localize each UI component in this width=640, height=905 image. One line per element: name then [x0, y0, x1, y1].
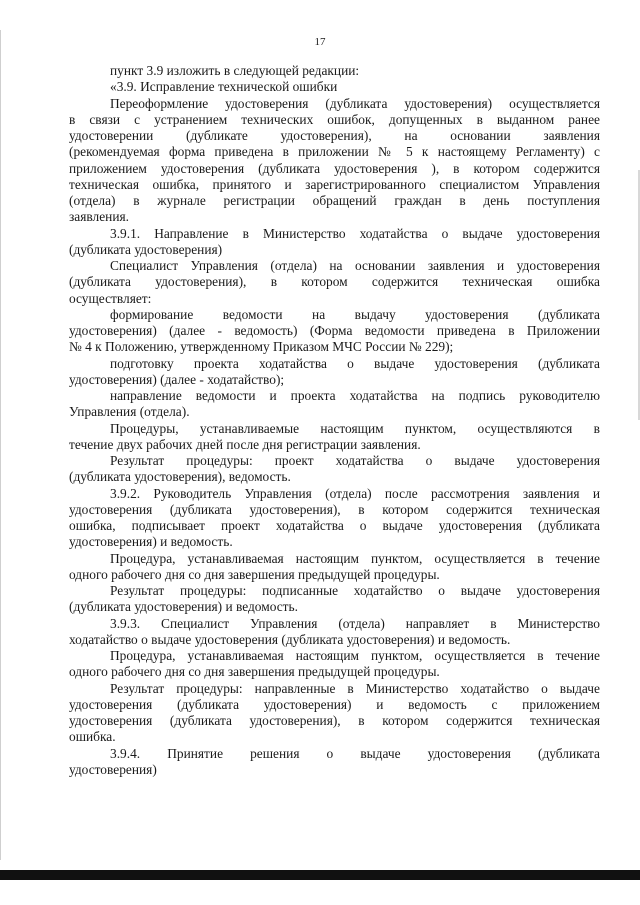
document-body	[69, 63, 600, 778]
text-line: удостоверении (дубликате удостоверения), на основании заявления	[69, 128, 600, 143]
text-line: Результат процедуры: проект ходатайства о выдаче удостоверения	[110, 453, 600, 468]
text-line: приложением удостоверения (дубликата удостоверения ), в котором содержится	[69, 160, 600, 176]
text-line: удостоверения (дубликата удостоверения), в котором содержится техническая	[69, 713, 600, 728]
scan-edge-shadow	[0, 30, 1, 860]
text-line: (дубликата удостоверения) и ведомость.	[69, 599, 298, 615]
text-line: удостоверения) и ведомость.	[69, 534, 233, 550]
text-line: удостоверения (дубликата удостоверения) и ведомость с приложением	[69, 696, 600, 712]
text-line: Процедура, устанавливаемая настоящим пунктом, осуществляется в течение	[110, 550, 600, 566]
text-line: (дубликата удостоверения), в котором содержится техническая ошибка	[69, 274, 600, 290]
text-line: осуществляет:	[69, 290, 152, 306]
text-line: (рекомендуемая форма приведена в приложении № 5 к настоящему Регламенту) с	[69, 144, 600, 160]
text-line: течение двух рабочих дней после дня регистрации заявления.	[69, 436, 421, 452]
text-line: пункт 3.9 изложить в следующей редакции:	[110, 63, 360, 78]
text-line: (дубликата удостоверения), ведомость.	[69, 469, 291, 485]
subsection-heading: 3.9.2. Руководитель Управления (отдела) после рассмотрения заявления и	[110, 485, 600, 501]
text-line: техническая ошибка, принятого и зарегистрированного специалистом Управления	[69, 176, 600, 192]
text-line: ошибка.	[69, 729, 116, 745]
text-line: Специалист Управления (отдела) на основании заявления и удостоверения	[110, 258, 600, 273]
text-line: одного рабочего дня со дня завершения предыдущей процедуры.	[69, 664, 440, 680]
text-line: ошибка, подписывает проект ходатайства о выдаче удостоверения (дубликата	[69, 518, 600, 533]
text-line: (дубликата удостоверения)	[69, 241, 223, 257]
text-line: в связи с устранением технических ошибок, допущенных в выданном ранее	[69, 111, 600, 127]
section-heading: «3.9. Исправление технической ошибки	[110, 79, 338, 95]
page-number: 17	[314, 36, 326, 48]
text-line: Результат процедуры: направленные в Министерство ходатайство о выдаче	[110, 680, 600, 696]
list-item: направление ведомости и проекта ходатайства на подпись руководителю	[110, 388, 600, 403]
subsection-heading: 3.9.1. Направление в Министерство ходатайства о выдаче удостоверения	[110, 225, 600, 241]
subsection-heading: 3.9.4. Принятие решения о выдаче удостоверения (дубликата	[110, 745, 600, 761]
text-line: ходатайство о выдаче удостоверения (дубликата удостоверения) и ведомость.	[69, 631, 511, 647]
text-line: Переоформление удостоверения (дубликата удостоверения) осуществляется	[110, 95, 600, 111]
text-line: Процедура, устанавливаемая настоящим пунктом, осуществляется в течение	[110, 648, 600, 663]
text-line: Управления (отдела).	[69, 404, 190, 420]
text-line: удостоверения) (далее - ведомость) (Форма ведомости приведена в Приложении	[69, 323, 600, 338]
scan-bottom-edge	[0, 870, 640, 880]
subsection-heading: 3.9.3. Специалист Управления (отдела) направляет в Министерство	[110, 615, 600, 631]
list-item: подготовку проекта ходатайства о выдаче удостоверения (дубликата	[110, 355, 600, 371]
text-line: № 4 к Положению, утвержденному Приказом МЧС России № 229);	[69, 339, 454, 355]
text-line: Процедуры, устанавливаемые настоящим пунктом, осуществляются в	[110, 420, 600, 436]
text-line: заявления.	[69, 209, 130, 225]
text-line: (отдела) в журнале регистрации обращений граждан в день поступления	[69, 193, 600, 208]
text-line: Результат процедуры: подписанные ходатайство о выдаче удостоверения	[110, 583, 600, 598]
text-line: удостоверения (дубликата удостоверения), в котором содержится техническая	[69, 501, 600, 517]
text-line: удостоверения) (далее - ходатайство);	[69, 371, 285, 387]
text-line: удостоверения)	[69, 761, 157, 777]
list-item: формирование ведомости на выдачу удостоверения (дубликата	[110, 306, 600, 322]
text-line: одного рабочего дня со дня завершения предыдущей процедуры.	[69, 566, 440, 582]
